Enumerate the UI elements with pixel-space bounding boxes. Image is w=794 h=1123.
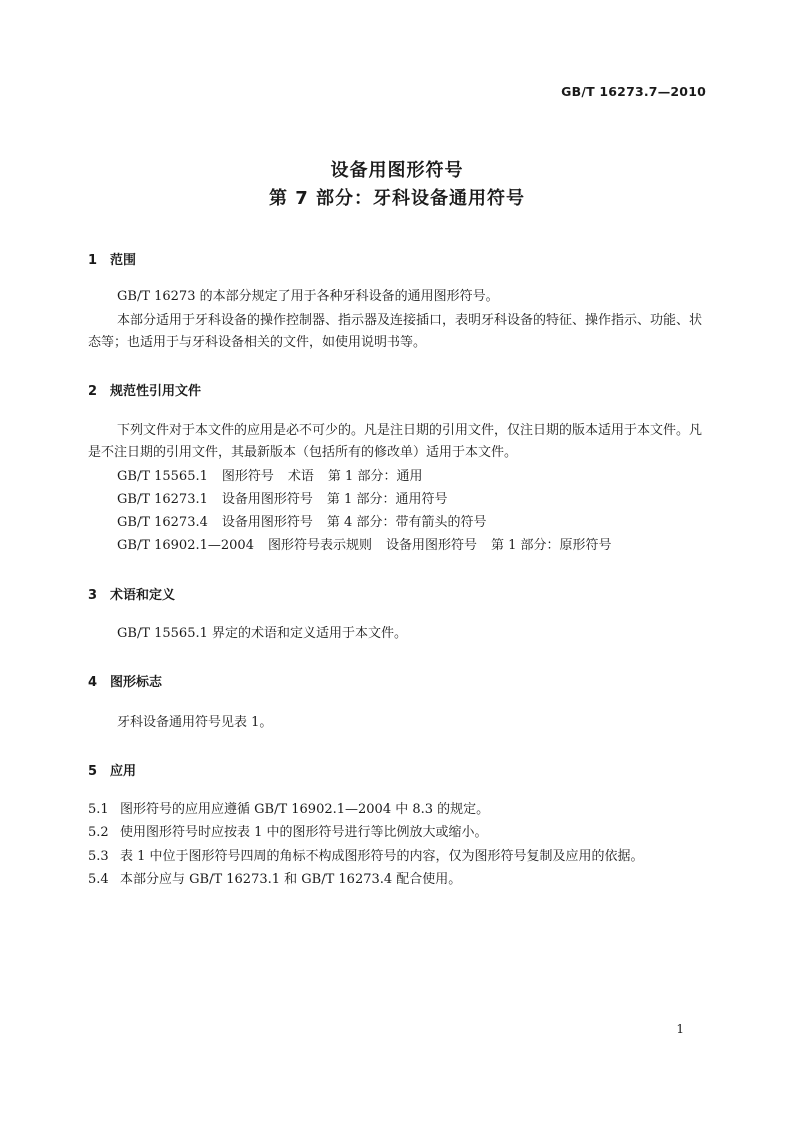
clause-number: 5.3	[88, 849, 109, 864]
section-3-paragraph: GB/T 15565.1 界定的术语和定义适用于本文件。	[117, 626, 408, 641]
section-number: 4	[88, 675, 98, 690]
reference-part: 术语	[287, 469, 314, 484]
section-number: 1	[88, 253, 98, 268]
reference-part: 图形符号表示规则	[267, 538, 372, 553]
reference-part: 图形符号	[221, 469, 274, 484]
clause-item	[88, 822, 488, 844]
reference-part: 设备用图形符号	[221, 515, 313, 530]
reference-part: 第 1 部分：原形符号	[491, 538, 612, 553]
reference-part: 设备用图形符号	[221, 492, 313, 507]
clause-text: 本部分应与 GB/T 16273.1 和 GB/T 16273.4 配合使用。	[120, 872, 462, 887]
section-title: 规范性引用文件	[110, 384, 202, 399]
clause-number: 5.4	[88, 872, 109, 887]
section-1-paragraph-1: GB/T 16273 的本部分规定了用于各种牙科设备的通用图形符号。	[117, 289, 499, 304]
section-number: 3	[88, 588, 98, 603]
clause-item	[88, 869, 461, 891]
section-4-paragraph: 牙科设备通用符号见表 1。	[117, 715, 273, 730]
clause-text: 表 1 中位于图形符号四周的角标不构成图形符号的内容，仅为图形符号复制及应用的依据。	[120, 849, 644, 864]
section-title: 范围	[110, 253, 137, 268]
page-number: 1	[676, 1022, 684, 1036]
document-subtitle: 第 7 部分：牙科设备通用符号	[268, 188, 526, 209]
reference-item	[117, 489, 447, 511]
section-1-heading	[88, 249, 136, 268]
clause-text: 图形符号的应用应遵循 GB/T 16902.1—2004 中 8.3 的规定。	[120, 802, 490, 817]
section-5-heading	[88, 760, 136, 779]
reference-item	[117, 466, 422, 488]
reference-item	[117, 512, 486, 534]
clause-number: 5.1	[88, 802, 109, 817]
reference-part: 第 1 部分：通用	[327, 469, 423, 484]
reference-code: GB/T 15565.1	[117, 469, 208, 484]
reference-code: GB/T 16273.4	[117, 515, 208, 530]
section-1-paragraph-2: 本部分适用于牙科设备的操作控制器、指示器及连接插口，表明牙科设备的特征、操作指示、功能、状态等；也适用于与牙科设备相关的文件，如使用说明书等。	[88, 313, 703, 350]
section-3-heading	[88, 584, 175, 603]
clause-number: 5.2	[88, 825, 109, 840]
reference-part: 设备用图形符号	[385, 538, 477, 553]
section-2-intro: 下列文件对于本文件的应用是必不可少的。凡是注日期的引用文件，仅注日期的版本适用于本文件。凡是不注日期的引用文件，其最新版本（包括所有的修改单）适用于本文件。	[88, 423, 703, 460]
section-number: 5	[88, 764, 98, 779]
section-title: 图形标志	[110, 675, 163, 690]
section-title: 应用	[110, 764, 137, 779]
reference-part: 第 4 部分：带有箭头的符号	[326, 515, 487, 530]
section-4-heading	[88, 671, 162, 690]
section-2-heading	[88, 380, 201, 399]
section-number: 2	[88, 384, 98, 399]
clause-item	[88, 846, 644, 868]
section-title: 术语和定义	[110, 588, 176, 603]
reference-code: GB/T 16902.1—2004	[117, 538, 254, 553]
reference-code: GB/T 16273.1	[117, 492, 208, 507]
document-title: 设备用图形符号	[330, 160, 464, 181]
document-code: GB/T 16273.7—2010	[561, 84, 706, 99]
reference-part: 第 1 部分：通用符号	[326, 492, 448, 507]
clause-item	[88, 799, 489, 821]
clause-text: 使用图形符号时应按表 1 中的图形符号进行等比例放大或缩小。	[120, 825, 488, 840]
reference-item	[117, 535, 612, 557]
